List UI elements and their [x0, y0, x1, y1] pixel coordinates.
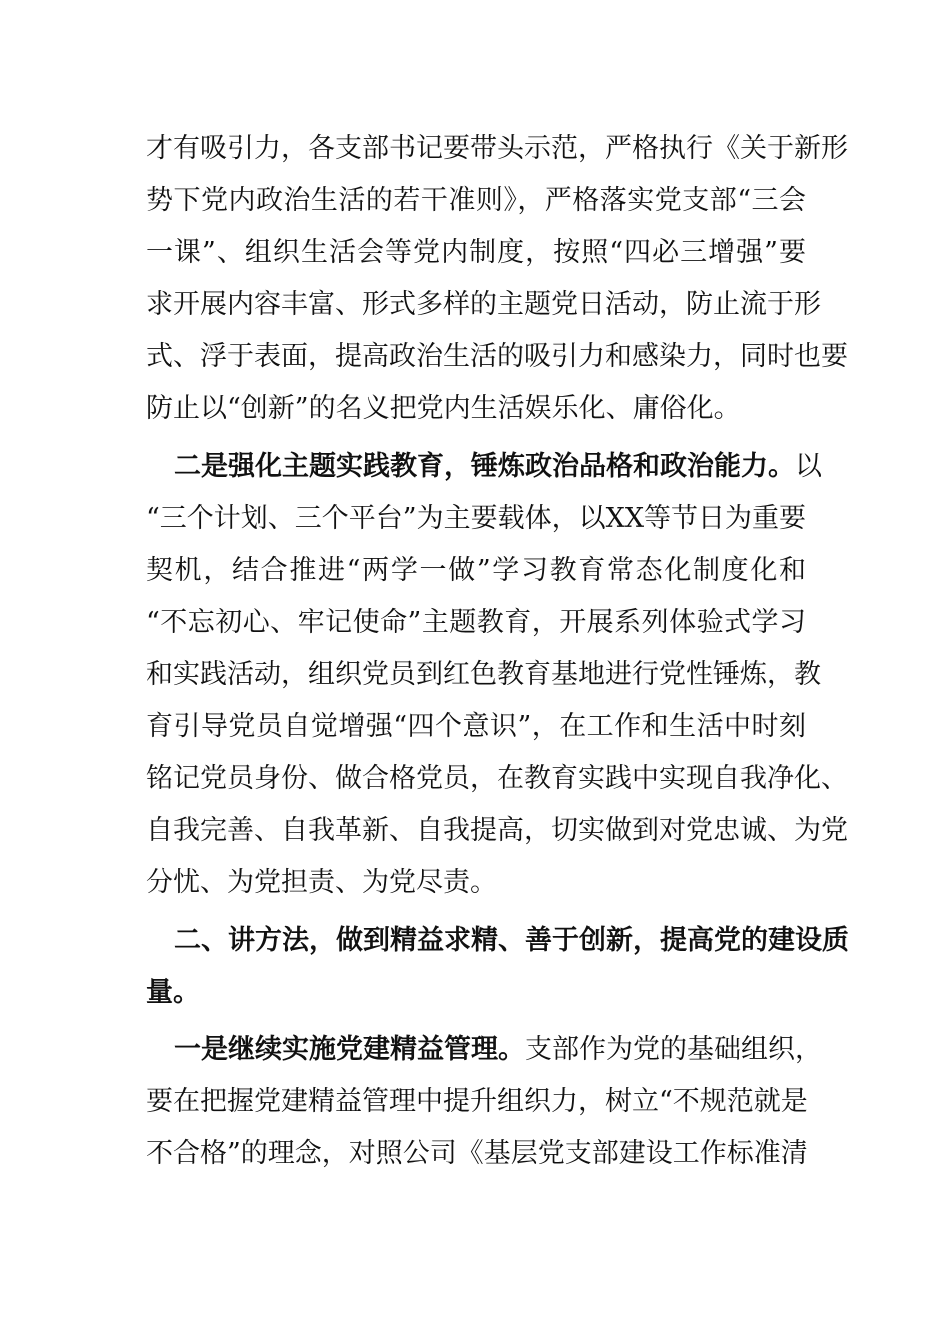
heading-line: 量。: [146, 977, 200, 1008]
paragraph-lead-line: [146, 441, 822, 493]
bold-heading: 一是继续实施党建精益管理。: [174, 1034, 525, 1065]
text-line: 育引导党员自觉增强“四个意识”，在工作和生活中时刻: [146, 711, 806, 742]
paragraph-lead-line: [146, 1024, 822, 1076]
lead-text: 以: [795, 451, 822, 482]
section-heading-methods: [146, 915, 849, 1019]
text-line: 要在把握党建精益管理中提升组织力，树立“不规范就是: [146, 1086, 808, 1117]
paragraph-lean-management: [146, 1024, 822, 1180]
text-line: 式、浮于表面，提高政治生活的吸引力和感染力，同时也要: [146, 341, 848, 372]
text-line: 自我完善、自我革新、自我提高，切实做到对党忠诚、为党: [146, 815, 848, 846]
text-line: 求开展内容丰富、形式多样的主题党日活动，防止流于形: [146, 289, 821, 320]
paragraph-practice-education: [146, 441, 848, 909]
text-line: “不忘初心、牢记使命”主题教育，开展系列体验式学习: [146, 607, 806, 638]
text-line: 和实践活动，组织党员到红色教育基地进行党性锤炼，教: [146, 659, 821, 690]
text-line: 一课”、组织生活会等党内制度，按照“四必三增强”要: [146, 237, 806, 268]
heading-line: 二、讲方法，做到精益求精、善于创新，提高党的建设质: [174, 925, 849, 956]
text-line: 势下党内政治生活的若干准则》，严格落实党支部“三会: [146, 185, 806, 216]
paragraph-political-life: [146, 123, 848, 435]
text-line: 分忧、为党担责、为党尽责。: [146, 867, 497, 898]
text-line: 铭记党员身份、做合格党员，在教育实践中实现自我净化、: [146, 763, 848, 794]
text-line: “三个计划、三个平台”为主要载体，以XX等节日为重要: [146, 503, 807, 534]
text-line: 契机，结合推进“两学一做”学习教育常态化制度化和: [146, 555, 806, 586]
text-line: 防止以“创新”的名义把党内生活娱乐化、庸俗化。: [146, 393, 741, 424]
text-line: 不合格”的理念，对照公司《基层党支部建设工作标准清: [146, 1138, 808, 1169]
text-line: 才有吸引力，各支部书记要带头示范，严格执行《关于新形: [146, 133, 848, 164]
lead-text: 支部作为党的基础组织，: [525, 1034, 822, 1065]
bold-heading: 二是强化主题实践教育，锤炼政治品格和政治能力。: [174, 451, 795, 482]
